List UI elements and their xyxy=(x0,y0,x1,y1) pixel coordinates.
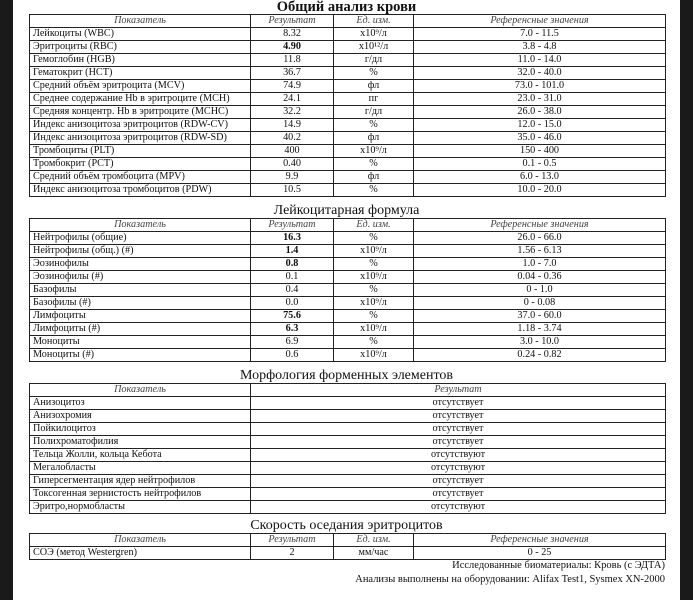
unit-cell: x10⁹/л xyxy=(334,145,414,158)
result-cell: отсутствует xyxy=(251,475,666,488)
header-indicator: Показатель xyxy=(30,219,251,232)
indicator-cell: Тромбокрит (PCT) xyxy=(30,158,251,171)
header-result: Результат xyxy=(251,384,666,397)
biomaterial-note: Исследованные биоматериалы: Кровь (с ЭДТА) xyxy=(452,560,665,571)
indicator-cell: Мегалобласты xyxy=(30,462,251,475)
result-cell: 2 xyxy=(251,547,334,560)
unit-cell: % xyxy=(334,158,414,171)
unit-cell: фл xyxy=(334,80,414,93)
table-row xyxy=(30,28,666,41)
result-cell: 400 xyxy=(251,145,334,158)
reference-cell: 0.04 - 0.36 xyxy=(414,271,666,284)
indicator-cell: Средний объём эритроцита (MCV) xyxy=(30,80,251,93)
indicator-cell: Гемоглобин (HGB) xyxy=(30,54,251,67)
indicator-cell: Эритро,нормобласты xyxy=(30,501,251,514)
reference-cell: 7.0 - 11.5 xyxy=(414,28,666,41)
result-cell: отсутствуют xyxy=(251,462,666,475)
reference-cell: 1.0 - 7.0 xyxy=(414,258,666,271)
indicator-cell: Тромбоциты (PLT) xyxy=(30,145,251,158)
indicator-cell: Эозинофилы xyxy=(30,258,251,271)
indicator-cell: Индекс анизоцитоза эритроцитов (RDW-SD) xyxy=(30,132,251,145)
reference-cell: 0.24 - 0.82 xyxy=(414,349,666,362)
unit-cell: % xyxy=(334,119,414,132)
result-cell: 0.4 xyxy=(251,284,334,297)
unit-cell: x10⁹/л xyxy=(334,349,414,362)
unit-cell: x10¹²/л xyxy=(334,41,414,54)
result-cell: 9.9 xyxy=(251,171,334,184)
result-cell: 4.90 xyxy=(251,41,334,54)
result-cell: 75.6 xyxy=(251,310,334,323)
table-row xyxy=(30,297,666,310)
table-row xyxy=(30,145,666,158)
indicator-cell: Пойкилоцитоз xyxy=(30,423,251,436)
unit-cell: фл xyxy=(334,132,414,145)
indicator-cell: Нейтрофилы (общие) xyxy=(30,232,251,245)
result-cell: 0.8 xyxy=(251,258,334,271)
result-cell: отсутствует xyxy=(251,423,666,436)
unit-cell: пг xyxy=(334,93,414,106)
table-row xyxy=(30,284,666,297)
indicator-cell: Лимфоциты (#) xyxy=(30,323,251,336)
header-result: Результат xyxy=(251,15,334,28)
result-cell: 0.6 xyxy=(251,349,334,362)
table-row xyxy=(30,132,666,145)
result-cell: 36.7 xyxy=(251,67,334,80)
table-header-row xyxy=(30,534,666,547)
header-result: Результат xyxy=(251,219,334,232)
reference-cell: 0 - 0.08 xyxy=(414,297,666,310)
unit-cell: x10⁹/л xyxy=(334,297,414,310)
table-row xyxy=(30,67,666,80)
reference-cell: 6.0 - 13.0 xyxy=(414,171,666,184)
table-header-row xyxy=(30,384,666,397)
table-row xyxy=(30,462,666,475)
header-reference: Референсные значения xyxy=(414,219,666,232)
result-cell: 6.3 xyxy=(251,323,334,336)
header-unit: Ед. изм. xyxy=(334,15,414,28)
table-row xyxy=(30,184,666,197)
table-row xyxy=(30,475,666,488)
reference-cell: 10.0 - 20.0 xyxy=(414,184,666,197)
indicator-cell: Анизоцитоз xyxy=(30,397,251,410)
unit-cell: % xyxy=(334,258,414,271)
table-row xyxy=(30,423,666,436)
reference-cell: 26.0 - 38.0 xyxy=(414,106,666,119)
table-row xyxy=(30,547,666,560)
table-row xyxy=(30,106,666,119)
indicator-cell: СОЭ (метод Westergren) xyxy=(30,547,251,560)
reference-cell: 35.0 - 46.0 xyxy=(414,132,666,145)
result-cell: 10.5 xyxy=(251,184,334,197)
result-cell: отсутствуют xyxy=(251,501,666,514)
indicator-cell: Индекс анизоцитоза эритроцитов (RDW-CV) xyxy=(30,119,251,132)
esr-title: Скорость оседания эритроцитов xyxy=(250,518,443,533)
unit-cell: % xyxy=(334,67,414,80)
table-row xyxy=(30,158,666,171)
leuko-table xyxy=(29,218,666,362)
indicator-cell: Гиперсегментация ядер нейтрофилов xyxy=(30,475,251,488)
reference-cell: 150 - 400 xyxy=(414,145,666,158)
table-row xyxy=(30,271,666,284)
table-row xyxy=(30,245,666,258)
header-indicator: Показатель xyxy=(30,534,251,547)
result-cell: 0.1 xyxy=(251,271,334,284)
unit-cell: x10⁹/л xyxy=(334,28,414,41)
cbc-title: Общий анализ крови xyxy=(276,0,417,15)
result-cell: 8.32 xyxy=(251,28,334,41)
indicator-cell: Базофилы xyxy=(30,284,251,297)
indicator-cell: Гематокрит (HCT) xyxy=(30,67,251,80)
unit-cell: x10⁹/л xyxy=(334,245,414,258)
reference-cell: 12.0 - 15.0 xyxy=(414,119,666,132)
morph-table xyxy=(29,383,666,514)
result-cell: отсутствует xyxy=(251,436,666,449)
reference-cell: 0 - 25 xyxy=(414,547,666,560)
header-indicator: Показатель xyxy=(30,384,251,397)
reference-cell: 23.0 - 31.0 xyxy=(414,93,666,106)
indicator-cell: Моноциты (#) xyxy=(30,349,251,362)
reference-cell: 3.0 - 10.0 xyxy=(414,336,666,349)
table-row xyxy=(30,119,666,132)
table-row xyxy=(30,171,666,184)
result-cell: 24.1 xyxy=(251,93,334,106)
reference-cell: 1.56 - 6.13 xyxy=(414,245,666,258)
result-cell: отсутствует xyxy=(251,488,666,501)
table-row xyxy=(30,93,666,106)
indicator-cell: Среднее содержание Hb в эритроците (MCH) xyxy=(30,93,251,106)
esr-table xyxy=(29,533,666,560)
table-row xyxy=(30,501,666,514)
reference-cell: 1.18 - 3.74 xyxy=(414,323,666,336)
table-row xyxy=(30,41,666,54)
result-cell: 6.9 xyxy=(251,336,334,349)
morph-title: Морфология форменных элементов xyxy=(239,368,454,383)
reference-cell: 3.8 - 4.8 xyxy=(414,41,666,54)
indicator-cell: Средний объём тромбоцита (MPV) xyxy=(30,171,251,184)
unit-cell: г/дл xyxy=(334,106,414,119)
indicator-cell: Лимфоциты xyxy=(30,310,251,323)
result-cell: 16.3 xyxy=(251,232,334,245)
indicator-cell: Эозинофилы (#) xyxy=(30,271,251,284)
unit-cell: % xyxy=(334,336,414,349)
indicator-cell: Базофилы (#) xyxy=(30,297,251,310)
table-row xyxy=(30,80,666,93)
result-cell: 1.4 xyxy=(251,245,334,258)
header-indicator: Показатель xyxy=(30,15,251,28)
indicator-cell: Тельца Жолли, кольца Кебота xyxy=(30,449,251,462)
result-cell: 0.0 xyxy=(251,297,334,310)
indicator-cell: Лейкоциты (WBC) xyxy=(30,28,251,41)
unit-cell: x10⁹/л xyxy=(334,271,414,284)
unit-cell: % xyxy=(334,232,414,245)
unit-cell: % xyxy=(334,284,414,297)
table-row xyxy=(30,310,666,323)
table-row xyxy=(30,323,666,336)
leuko-title: Лейкоцитарная формула xyxy=(273,203,420,218)
table-header-row xyxy=(30,15,666,28)
indicator-cell: Эритроциты (RBC) xyxy=(30,41,251,54)
table-row xyxy=(30,449,666,462)
header-result: Результат xyxy=(251,534,334,547)
result-cell: 14.9 xyxy=(251,119,334,132)
result-cell: 74.9 xyxy=(251,80,334,93)
header-reference: Референсные значения xyxy=(414,15,666,28)
lab-report-page xyxy=(13,0,680,600)
table-row xyxy=(30,410,666,423)
result-cell: 11.8 xyxy=(251,54,334,67)
reference-cell: 73.0 - 101.0 xyxy=(414,80,666,93)
table-header-row xyxy=(30,219,666,232)
indicator-cell: Полихроматофилия xyxy=(30,436,251,449)
table-row xyxy=(30,54,666,67)
indicator-cell: Моноциты xyxy=(30,336,251,349)
unit-cell: % xyxy=(334,310,414,323)
unit-cell: г/дл xyxy=(334,54,414,67)
table-row xyxy=(30,397,666,410)
table-row xyxy=(30,336,666,349)
reference-cell: 32.0 - 40.0 xyxy=(414,67,666,80)
indicator-cell: Токсогенная зернистость нейтрофилов xyxy=(30,488,251,501)
table-row xyxy=(30,488,666,501)
indicator-cell: Средняя концентр. Hb в эритроците (MCHC) xyxy=(30,106,251,119)
table-row xyxy=(30,349,666,362)
reference-cell: 0.1 - 0.5 xyxy=(414,158,666,171)
header-reference: Референсные значения xyxy=(414,534,666,547)
table-row xyxy=(30,436,666,449)
header-unit: Ед. изм. xyxy=(334,534,414,547)
indicator-cell: Анизохромия xyxy=(30,410,251,423)
cbc-table xyxy=(29,14,666,197)
result-cell: 40.2 xyxy=(251,132,334,145)
result-cell: отсутствует xyxy=(251,410,666,423)
result-cell: отсутствуют xyxy=(251,449,666,462)
unit-cell: мм/час xyxy=(334,547,414,560)
result-cell: 0.40 xyxy=(251,158,334,171)
header-unit: Ед. изм. xyxy=(334,219,414,232)
unit-cell: % xyxy=(334,184,414,197)
indicator-cell: Нейтрофилы (общ.) (#) xyxy=(30,245,251,258)
reference-cell: 11.0 - 14.0 xyxy=(414,54,666,67)
reference-cell: 0 - 1.0 xyxy=(414,284,666,297)
unit-cell: x10⁹/л xyxy=(334,323,414,336)
indicator-cell: Индекс анизоцитоза тромбоцитов (PDW) xyxy=(30,184,251,197)
reference-cell: 26.0 - 66.0 xyxy=(414,232,666,245)
table-row xyxy=(30,232,666,245)
reference-cell: 37.0 - 60.0 xyxy=(414,310,666,323)
unit-cell: фл xyxy=(334,171,414,184)
table-row xyxy=(30,258,666,271)
result-cell: 32.2 xyxy=(251,106,334,119)
result-cell: отсутствует xyxy=(251,397,666,410)
equipment-note: Анализы выполнены на оборудовании: Alifax Test1, Sysmex XN-2000 xyxy=(355,574,665,585)
